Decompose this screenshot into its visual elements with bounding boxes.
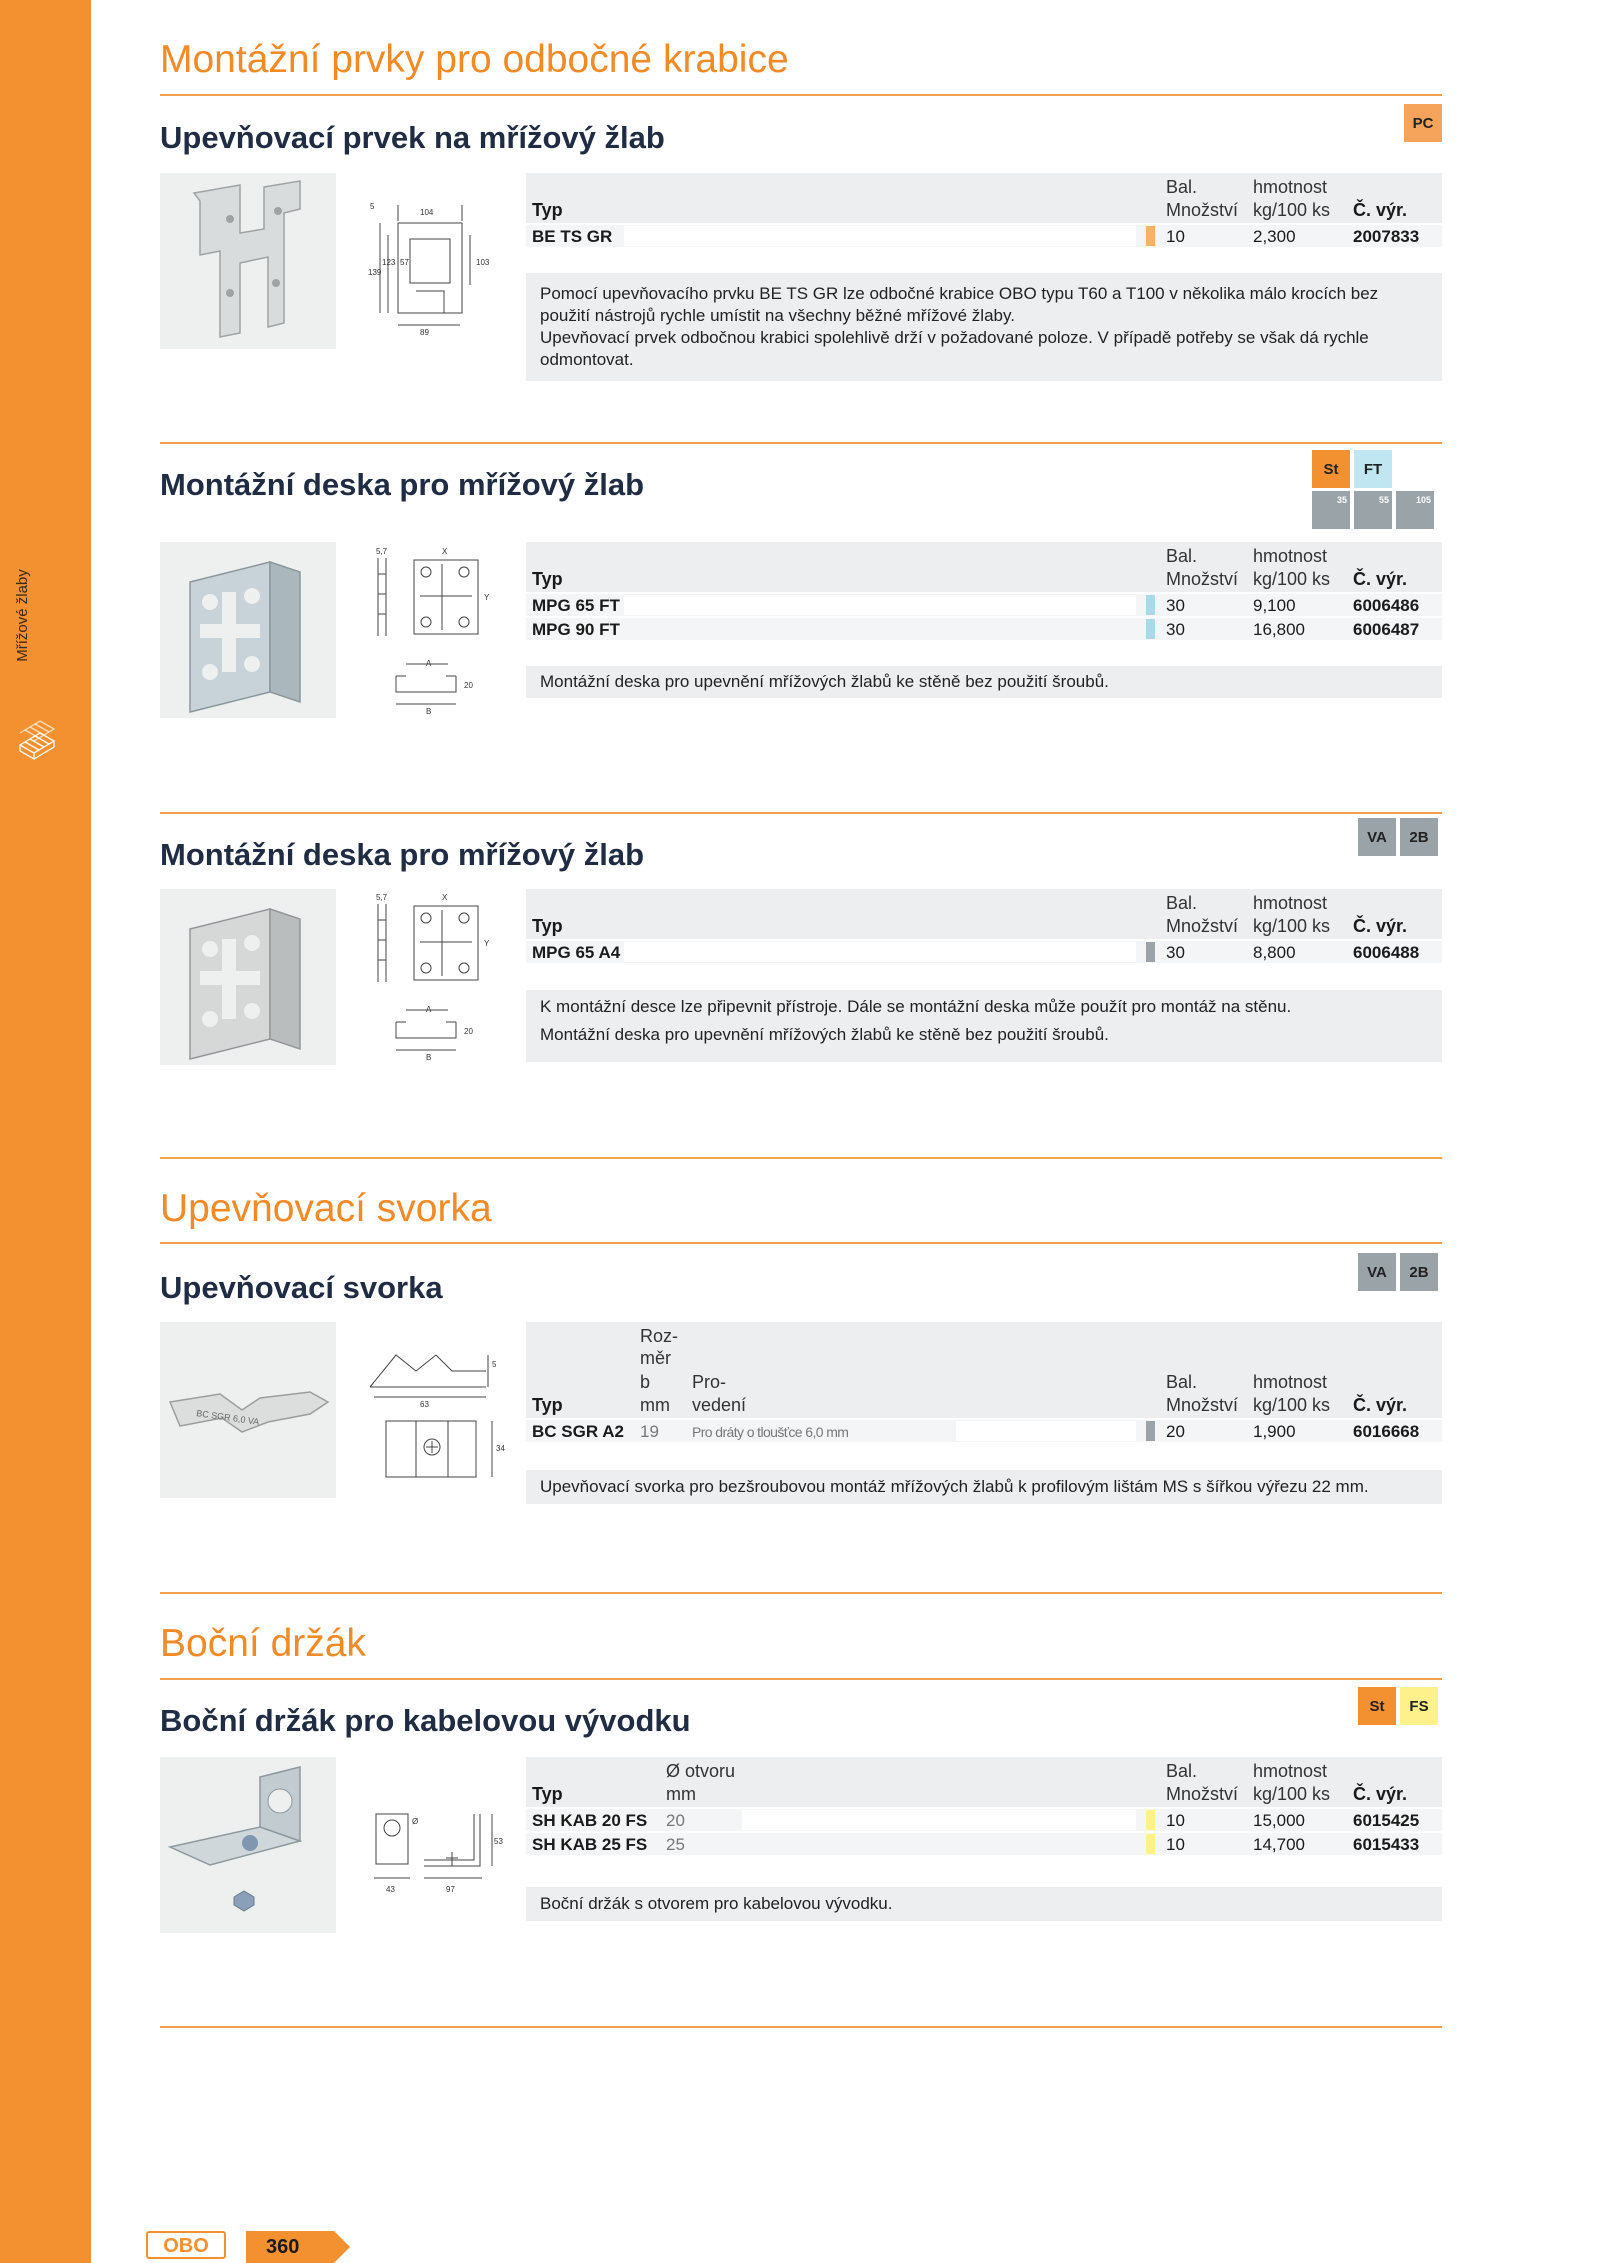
technical-drawing — [356, 544, 526, 720]
spec-table — [526, 173, 1442, 247]
product-photo — [160, 889, 336, 1065]
svg-text:53: 53 — [494, 1837, 503, 1846]
spec-table — [526, 542, 1442, 640]
mounting-plate-illustration — [160, 542, 336, 718]
svg-text:5: 5 — [492, 1360, 497, 1369]
product-title: Montážní deska pro mřížový žlab — [160, 837, 645, 872]
table-row: MPG 65 FT 30 9,100 6006486 — [526, 592, 1442, 616]
product-title: Boční držák pro kabelovou vývodku — [160, 1703, 691, 1738]
material-badges — [1312, 450, 1392, 488]
svg-text:89: 89 — [420, 328, 429, 335]
svg-text:A: A — [426, 659, 432, 668]
table-header: Bal. hmotnost Typ Množství kg/100 ks Č. výr. — [526, 542, 1442, 592]
svg-text:20: 20 — [464, 1027, 473, 1036]
cable-tray-icon — [16, 715, 58, 765]
material-badges — [1358, 818, 1438, 856]
section-rule — [160, 812, 1442, 814]
material-badge: FS — [1400, 1687, 1438, 1725]
svg-text:5,7: 5,7 — [376, 547, 388, 556]
temperature-icons — [1312, 491, 1434, 529]
technical-drawing — [360, 195, 520, 335]
svg-text:A: A — [426, 1005, 432, 1014]
svg-text:57: 57 — [400, 258, 409, 267]
spec-table — [526, 1757, 1442, 1855]
svg-text:X: X — [442, 893, 448, 902]
side-holder-illustration — [160, 1757, 336, 1933]
product-title: Upevňovací svorka — [160, 1270, 443, 1305]
svg-text:OBO: OBO — [163, 2235, 209, 2257]
product-photo — [160, 173, 336, 349]
material-badge: PC — [1404, 104, 1442, 142]
page-number: 360 — [246, 2231, 350, 2263]
bracket-illustration — [160, 173, 336, 349]
sidebar-band — [0, 0, 91, 2263]
sidebar-category-label: Mřížové žlaby — [13, 569, 31, 662]
mounting-plate-illustration — [160, 889, 336, 1065]
svg-text:139: 139 — [368, 268, 382, 277]
material-badges — [1358, 1687, 1438, 1725]
product-description: Montážní deska pro upevnění mřížových žlabů ke stěně bez použití šroubů. — [526, 666, 1442, 698]
material-badges — [1358, 1253, 1438, 1291]
product-description: K montážní desce lze připevnit přístroje. Dále se montážní deska může použít pro montáž na stěnu. Montážní deska pro upevnění mřížových žlabů ke stěně bez použití šroubů. — [526, 990, 1442, 1062]
spec-table — [526, 1322, 1442, 1442]
spec-table — [526, 889, 1442, 963]
section-rule — [160, 2026, 1442, 2028]
svg-text:20: 20 — [464, 681, 473, 690]
svg-text:97: 97 — [446, 1885, 455, 1894]
table-row: SH KAB 20 FS 20 10 15,000 6015425 — [526, 1807, 1442, 1831]
svg-text:103: 103 — [476, 258, 490, 267]
table-row: MPG 90 FT 30 16,800 6006487 — [526, 616, 1442, 640]
product-photo — [160, 1322, 336, 1498]
technical-drawing — [360, 1800, 520, 1900]
section-title: Montážní prvky pro odbočné krabice — [160, 38, 789, 81]
table-row: MPG 65 A4 30 8,800 6006488 — [526, 939, 1442, 963]
section-title: Boční držák — [160, 1622, 366, 1665]
table-header: Bal. hmotnost Typ Množství kg/100 ks Č. výr. — [526, 889, 1442, 939]
svg-text:5,7: 5,7 — [376, 893, 388, 902]
material-badge: 2B — [1400, 1253, 1438, 1291]
temperature-class-icon: 55 — [1354, 491, 1392, 529]
material-badge: 2B — [1400, 818, 1438, 856]
section-rule — [160, 1242, 1442, 1244]
svg-text:Y: Y — [484, 939, 490, 948]
material-badge: St — [1312, 450, 1350, 488]
temperature-class-icon: 105 — [1396, 491, 1434, 529]
svg-text:5: 5 — [370, 202, 375, 211]
material-badge: FT — [1354, 450, 1392, 488]
material-badge: VA — [1358, 1253, 1396, 1291]
table-row: BE TS GR 10 2,300 2007833 — [526, 223, 1442, 247]
product-title: Upevňovací prvek na mřížový žlab — [160, 120, 665, 155]
svg-text:123: 123 — [382, 258, 396, 267]
svg-text:X: X — [442, 547, 448, 556]
section-rule — [160, 94, 1442, 96]
section-title: Upevňovací svorka — [160, 1187, 492, 1230]
clamp-illustration — [160, 1322, 336, 1498]
svg-text:B: B — [426, 707, 432, 716]
product-description: Pomocí upevňovacího prvku BE TS GR lze odbočné krabice OBO typu T60 a T100 v několika málo krocích bez použití nástrojů rychle umístit na všechny běžné mřížové žlaby. Upevňovací prvek odbočnou krabici spolehlivě drží v požadované poloze. V případě potřeby se však dá rychle odmontovat. — [526, 273, 1442, 381]
technical-drawing — [356, 1325, 526, 1495]
material-badge: VA — [1358, 818, 1396, 856]
svg-text:63: 63 — [420, 1400, 429, 1409]
material-badges — [1404, 104, 1442, 142]
table-header: Ø otvoru mm Bal. hmotnost Typ Množství kg/100 ks Č. výr. — [526, 1757, 1442, 1807]
svg-text:B: B — [426, 1053, 432, 1062]
product-photo — [160, 1757, 336, 1933]
product-photo — [160, 542, 336, 718]
svg-text:BC SGR 6,0 VA: BC SGR 6,0 VA — [195, 1408, 260, 1427]
svg-text:Y: Y — [484, 593, 490, 602]
table-header: Roz- měr b mm Pro- vedení Bal. hmotnost Typ Množství kg/100 ks Č. výr. — [526, 1322, 1442, 1418]
table-row: BC SGR A2 19 Pro dráty o tloušťce 6,0 mm 20 1,900 6016668 — [526, 1418, 1442, 1442]
svg-text:43: 43 — [386, 1885, 395, 1894]
technical-drawing — [356, 890, 526, 1066]
table-header: Bal. hmotnost Typ Množství kg/100 ks Č. výr. — [526, 173, 1442, 223]
svg-text:Ø: Ø — [412, 1817, 419, 1826]
product-description: Boční držák s otvorem pro kabelovou vývodku. — [526, 1887, 1442, 1921]
material-badge: St — [1358, 1687, 1396, 1725]
svg-text:34: 34 — [496, 1444, 505, 1453]
section-rule — [160, 442, 1442, 444]
section-rule — [160, 1592, 1442, 1594]
table-row: SH KAB 25 FS 25 10 14,700 6015433 — [526, 1831, 1442, 1855]
product-description: Upevňovací svorka pro bezšroubovou montáž mřížových žlabů k profilovým lištám MS s šířkou výřezu 22 mm. — [526, 1470, 1442, 1504]
product-title: Montážní deska pro mřížový žlab — [160, 467, 645, 502]
section-rule — [160, 1157, 1442, 1159]
section-rule — [160, 1678, 1442, 1680]
svg-text:104: 104 — [420, 208, 434, 217]
obo-logo — [146, 2231, 226, 2261]
temperature-class-icon: 35 — [1312, 491, 1350, 529]
